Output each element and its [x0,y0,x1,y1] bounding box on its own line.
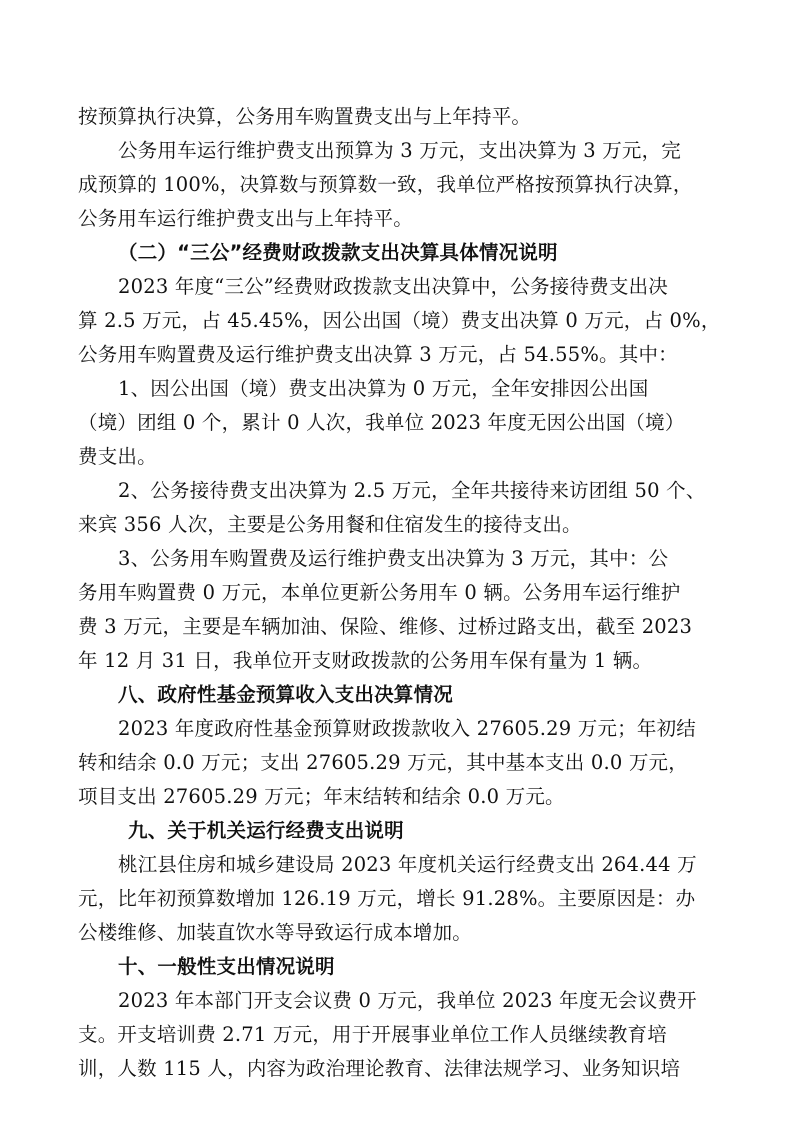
paragraph-line: 费支出。 [78,445,157,468]
paragraph-line: 桃江县住房和城乡建设局 2023 年度机关运行经费支出 264.44 万 [118,853,697,876]
paragraph-line: 务用车购置费 0 万元，本单位更新公务用车 0 辆。公务用车运行维护 [78,581,681,604]
paragraph-line: 转和结余 0.0 万元；支出 27605.29 万元，其中基本支出 0.0 万元， [78,751,688,774]
section-heading-2: （二）“三公”经费财政拨款支出决算具体情况说明 [118,241,558,264]
section-heading-9: 九、关于机关运行经费支出说明 [128,819,404,842]
paragraph-line: 公务用车运行维护费支出与上年持平。 [78,207,413,230]
paragraph-line: 2、公务接待费支出决算为 2.5 万元，全年共接待来访团组 50 个、 [118,479,706,502]
paragraph-line: 费 3 万元，主要是车辆加油、保险、维修、过桥过路支出，截至 2023 [78,615,693,638]
section-heading-8: 八、政府性基金预算收入支出决算情况 [118,683,453,706]
paragraph-line: 训，人数 115 人，内容为政治理论教育、法律法规学习、业务知识培 [78,1057,681,1080]
paragraph-line: 2023 年度“三公”经费财政拨款支出决算中，公务接待费支出决 [118,275,668,298]
paragraph-line: 按预算执行决算，公务用车购置费支出与上年持平。 [78,105,532,128]
section-heading-10: 十、一般性支出情况说明 [118,955,335,978]
paragraph-line: 1、因公出国（境）费支出决算为 0 万元，全年安排因公出国 [118,377,649,400]
paragraph-line: 算 2.5 万元，占 45.45%，因公出国（境）费支出决算 0 万元，占 0%， [78,309,721,332]
paragraph-line: 公务用车购置费及运行维护费支出决算 3 万元，占 54.55%。其中： [78,343,678,366]
paragraph-line: 元，比年初预算数增加 126.19 万元，增长 91.28%。主要原因是：办 [78,887,696,910]
paragraph-line: 年 12 月 31 日，我单位开支财政拨款的公务用车保有量为 1 辆。 [78,649,653,672]
paragraph-line: 公务用车运行维护费支出预算为 3 万元，支出决算为 3 万元，完 [118,139,682,162]
paragraph-line: （境）团组 0 个，累计 0 人次，我单位 2023 年度无因公出国（境） [78,411,685,434]
paragraph-line: 成预算的 100%，决算数与预算数一致，我单位严格按预算执行决算， [78,173,693,196]
paragraph-line: 2023 年本部门开支会议费 0 万元，我单位 2023 年度无会议费开 [118,989,697,1012]
paragraph-line: 公楼维修、加装直饮水等导致运行成本增加。 [78,921,473,944]
paragraph-line: 支。开支培训费 2.71 万元，用于开展事业单位工作人员继续教育培 [78,1023,667,1046]
paragraph-line: 2023 年度政府性基金预算财政拨款收入 27605.29 万元；年初结 [118,717,696,740]
paragraph-line: 来宾 356 人次，主要是公务用餐和住宿发生的接待支出。 [78,513,582,536]
paragraph-line: 3、公务用车购置费及运行维护费支出决算为 3 万元，其中：公 [118,547,669,570]
paragraph-line: 项目支出 27605.29 万元；年末结转和结余 0.0 万元。 [78,785,565,808]
